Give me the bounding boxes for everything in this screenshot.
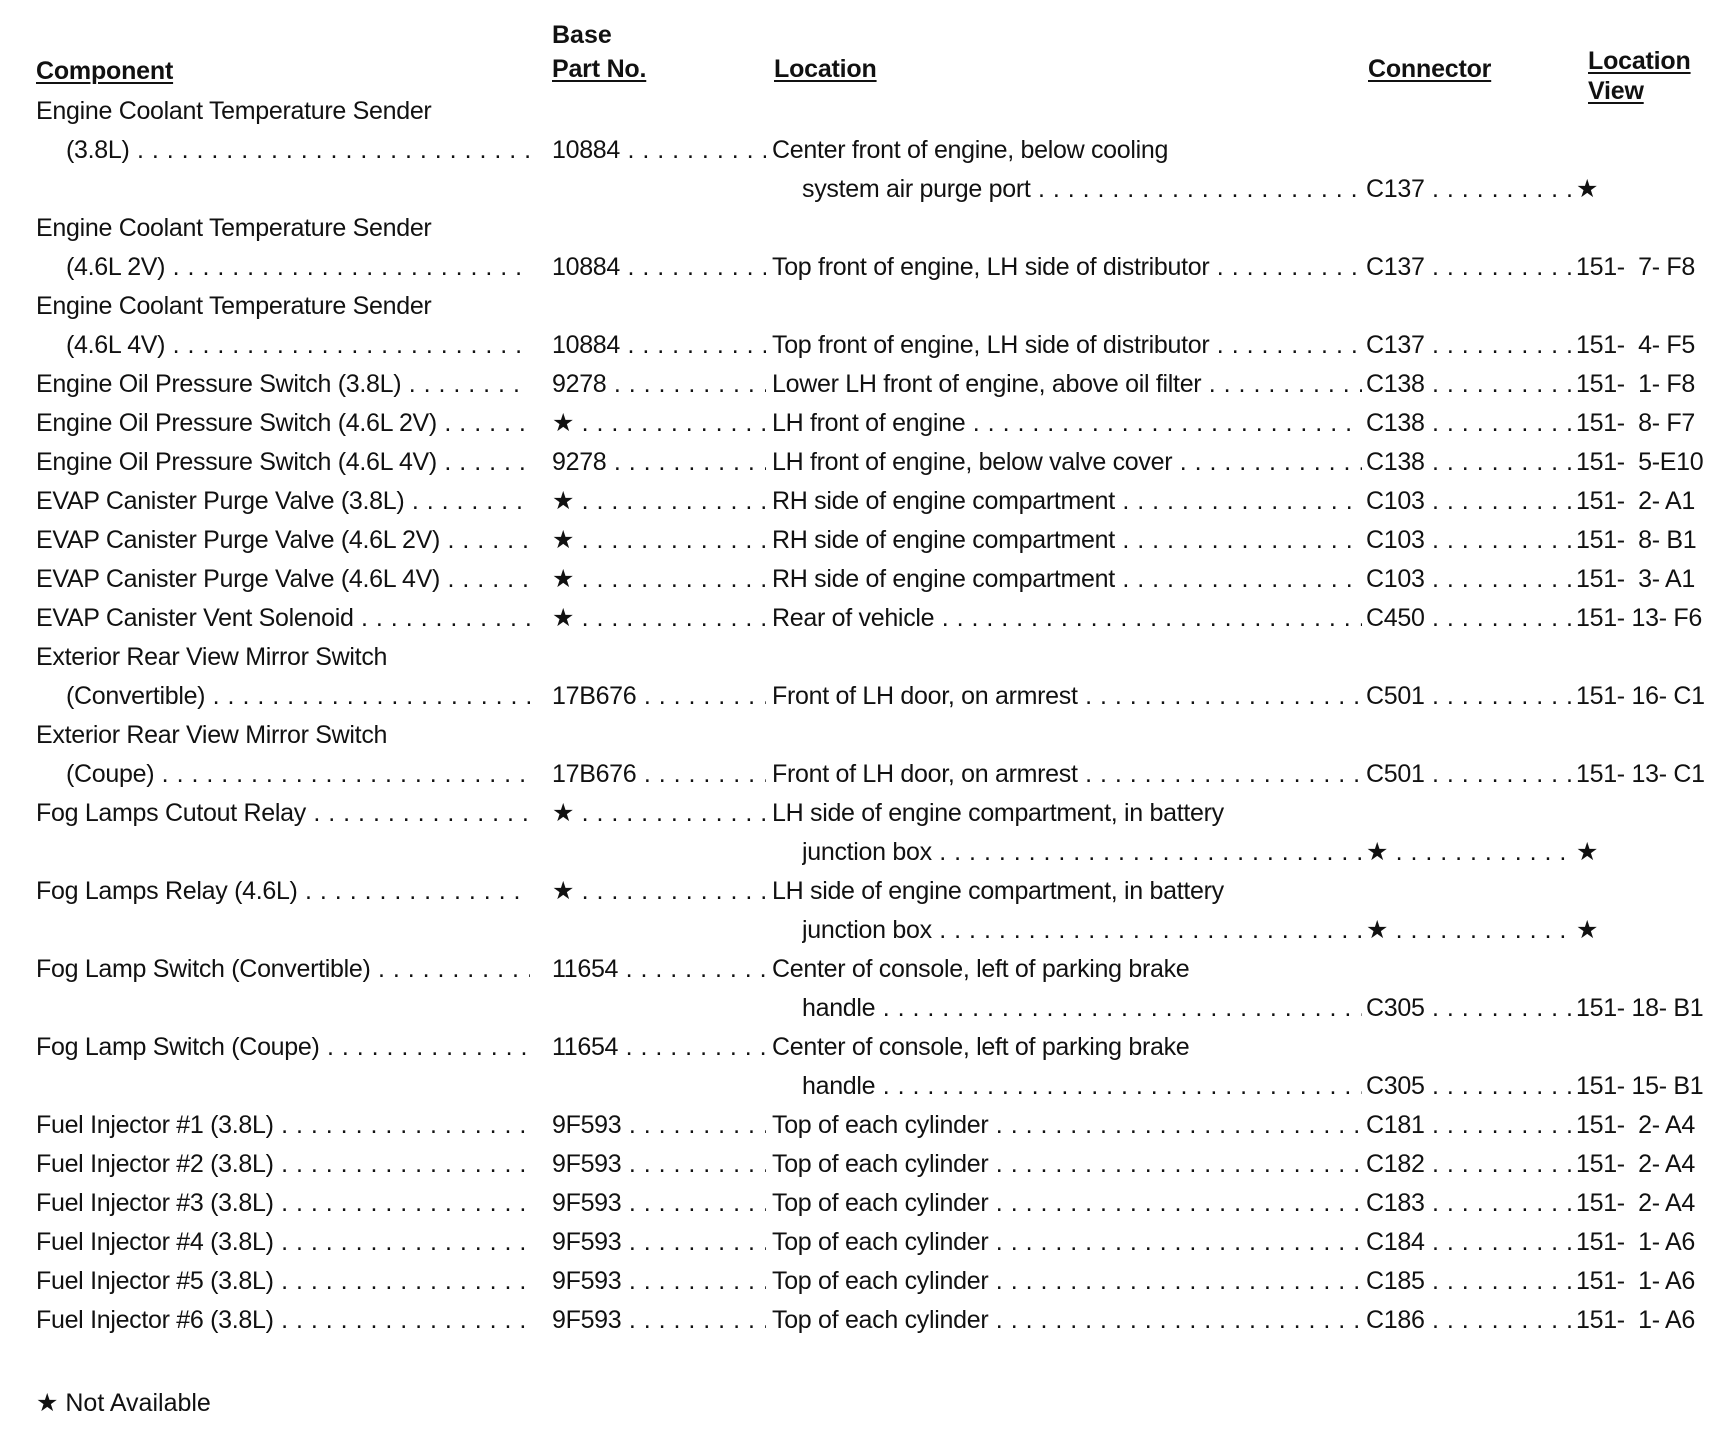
connector-id-text: C138	[1366, 409, 1425, 437]
component-variant-text: (4.6L 4V)	[66, 331, 166, 359]
part-number-text: 9F593	[552, 1189, 622, 1217]
component-variant	[66, 677, 530, 716]
table-line	[0, 1223, 1728, 1262]
location-text	[772, 131, 1392, 170]
location-text	[772, 248, 1362, 287]
location-view	[1576, 404, 1726, 443]
location-view-text: 151- 2- A1	[1576, 487, 1696, 515]
location-text-text: Center front of engine, below cooling	[772, 136, 1169, 164]
location-text-text: RH side of engine compartment	[772, 526, 1115, 554]
component-name-text: Fuel Injector #6 (3.8L)	[36, 1306, 274, 1334]
table-line	[0, 1145, 1728, 1184]
table-line	[0, 404, 1728, 443]
part-number	[552, 560, 766, 599]
table-line	[0, 599, 1728, 638]
connector-id-text: C103	[1366, 526, 1425, 554]
connector-id-text: C186	[1366, 1306, 1425, 1334]
connector-id	[1366, 1106, 1572, 1145]
connector-id-text: C305	[1366, 1072, 1425, 1100]
connector-id	[1366, 170, 1572, 209]
part-number-text: ★	[552, 604, 575, 632]
location-text-text: Top front of engine, LH side of distributor	[772, 253, 1210, 281]
part-number-text: 10884	[552, 253, 621, 281]
location-view-text: 151- 2- A4	[1576, 1189, 1696, 1217]
location-text	[772, 326, 1362, 365]
location-text-text: LH side of engine compartment, in battery	[772, 799, 1224, 827]
location-text-text: Center of console, left of parking brake	[772, 1033, 1190, 1061]
part-number-text: ★	[552, 526, 575, 554]
location-text	[772, 1262, 1362, 1301]
part-number	[552, 950, 766, 989]
location-view-text: 151- 5-E10	[1576, 448, 1704, 476]
location-view-text: 151- 2- A4	[1576, 1150, 1696, 1178]
component-name-text: Engine Oil Pressure Switch (4.6L 2V)	[36, 409, 437, 437]
location-text-text: Top of each cylinder	[772, 1306, 989, 1334]
location-view	[1576, 482, 1726, 521]
part-number	[552, 482, 766, 521]
location-text-text: Top front of engine, LH side of distributor	[772, 331, 1210, 359]
location-view-text: ★	[1576, 916, 1599, 944]
component-name	[36, 521, 530, 560]
table-line	[0, 1067, 1728, 1106]
part-number-text: ★	[552, 877, 575, 905]
part-number-text: 11654	[552, 955, 619, 983]
location-view	[1576, 755, 1726, 794]
part-number	[552, 248, 766, 287]
table-line	[0, 911, 1728, 950]
part-number-text: 11654	[552, 1033, 619, 1061]
part-number	[552, 521, 766, 560]
location-text-text: LH front of engine, below valve cover	[772, 448, 1173, 476]
connector-id	[1366, 1145, 1572, 1184]
location-text	[772, 872, 1392, 911]
connector-id-text: C183	[1366, 1189, 1425, 1217]
component-name-text: Exterior Rear View Mirror Switch	[36, 643, 388, 671]
connector-id-text: C185	[1366, 1267, 1425, 1295]
location-text	[772, 1184, 1362, 1223]
connector-id	[1366, 911, 1572, 950]
table-line	[0, 755, 1728, 794]
connector-id-text: C501	[1366, 682, 1425, 710]
location-continued	[802, 911, 1362, 950]
component-name	[36, 1106, 530, 1145]
table-line	[0, 326, 1728, 365]
component-name	[36, 482, 530, 521]
location-view	[1576, 248, 1726, 287]
component-variant	[66, 131, 530, 170]
header-location-view-1: Location	[1588, 47, 1691, 75]
footnote-not-available: ★ Not Available	[36, 1389, 211, 1417]
location-view	[1576, 911, 1726, 950]
connector-id-text: C137	[1366, 175, 1425, 203]
part-number	[552, 677, 766, 716]
location-text-text: LH side of engine compartment, in battery	[772, 877, 1224, 905]
table-line	[0, 1262, 1728, 1301]
connector-id-text: C103	[1366, 565, 1425, 593]
location-view	[1576, 599, 1726, 638]
location-text	[772, 404, 1362, 443]
location-text	[772, 677, 1362, 716]
location-text	[772, 521, 1362, 560]
component-name-text: Engine Coolant Temperature Sender	[36, 214, 432, 242]
table-line	[0, 131, 1728, 170]
location-view-text: 151- 4- F5	[1576, 331, 1695, 359]
component-variant	[66, 755, 530, 794]
connector-id	[1366, 560, 1572, 599]
location-text	[772, 365, 1362, 404]
component-name-text: Engine Coolant Temperature Sender	[36, 97, 432, 125]
location-view-text: 151- 13- F6	[1576, 604, 1702, 632]
component-variant-text: (Coupe)	[66, 760, 155, 788]
table-line	[0, 443, 1728, 482]
location-view-text: 151- 13- C1	[1576, 760, 1705, 788]
location-view	[1576, 677, 1726, 716]
table-line	[0, 989, 1728, 1028]
location-text	[772, 794, 1392, 833]
connector-id-text: C450	[1366, 604, 1425, 632]
part-number-text: 9F593	[552, 1150, 622, 1178]
location-view-text: ★	[1576, 838, 1599, 866]
component-name	[36, 1145, 530, 1184]
component-name-text: Fuel Injector #5 (3.8L)	[36, 1267, 274, 1295]
table-line	[0, 638, 1728, 677]
connector-id-text: C181	[1366, 1111, 1425, 1139]
part-number-text: 9F593	[552, 1306, 622, 1334]
component-name-text: Fog Lamp Switch (Coupe)	[36, 1033, 320, 1061]
location-text-text: Top of each cylinder	[772, 1189, 989, 1217]
component-name	[36, 1301, 530, 1340]
location-view-text: 151- 1- A6	[1576, 1267, 1696, 1295]
component-name-text: Fuel Injector #4 (3.8L)	[36, 1228, 274, 1256]
part-number-text: ★	[552, 487, 575, 515]
component-name-text: Fuel Injector #3 (3.8L)	[36, 1189, 274, 1217]
connector-id	[1366, 482, 1572, 521]
table-line	[0, 677, 1728, 716]
location-continued	[802, 1067, 1362, 1106]
part-number	[552, 443, 766, 482]
connector-id-text: C501	[1366, 760, 1425, 788]
location-text	[772, 1301, 1362, 1340]
location-view-text: 151- 1- A6	[1576, 1306, 1696, 1334]
location-text-text: Front of LH door, on armrest	[772, 682, 1078, 710]
part-number-text: 17B676	[552, 682, 637, 710]
location-view-text: 151- 3- A1	[1576, 565, 1696, 593]
component-name-text: EVAP Canister Purge Valve (4.6L 4V)	[36, 565, 441, 593]
location-text-text: RH side of engine compartment	[772, 487, 1115, 515]
component-name	[36, 638, 530, 677]
component-name	[36, 365, 530, 404]
table-line	[0, 872, 1728, 911]
part-number-text: ★	[552, 799, 575, 827]
location-view	[1576, 1301, 1726, 1340]
table-line	[0, 1301, 1728, 1340]
table-line	[0, 92, 1728, 131]
header-component: Component	[36, 57, 174, 85]
table-line	[0, 833, 1728, 872]
location-view-text: ★	[1576, 175, 1599, 203]
location-continued	[802, 170, 1362, 209]
location-view-text: 151- 2- A4	[1576, 1111, 1696, 1139]
part-number-text: ★	[552, 409, 575, 437]
component-name-text: Engine Oil Pressure Switch (4.6L 4V)	[36, 448, 437, 476]
part-number-text: 9F593	[552, 1111, 622, 1139]
part-number	[552, 1301, 766, 1340]
connector-id	[1366, 989, 1572, 1028]
part-number	[552, 1028, 766, 1067]
connector-id-text: C138	[1366, 448, 1425, 476]
part-number	[552, 131, 766, 170]
connector-id	[1366, 365, 1572, 404]
location-view	[1576, 326, 1726, 365]
location-continued-text: handle	[802, 994, 876, 1022]
location-view	[1576, 833, 1726, 872]
part-number-text: ★	[552, 565, 575, 593]
connector-id-text: ★	[1366, 916, 1389, 944]
part-number-text: 9F593	[552, 1267, 622, 1295]
part-number-text: 9278	[552, 370, 607, 398]
header-base-label: Base	[552, 21, 612, 49]
component-variant-text: (4.6L 2V)	[66, 253, 166, 281]
connector-id	[1366, 404, 1572, 443]
connector-id-text: C103	[1366, 487, 1425, 515]
header-location: Location	[774, 55, 877, 83]
table-line	[0, 1106, 1728, 1145]
location-text-text: Lower LH front of engine, above oil filter	[772, 370, 1202, 398]
table-line	[0, 209, 1728, 248]
component-variant	[66, 248, 530, 287]
part-number	[552, 326, 766, 365]
table-line	[0, 1184, 1728, 1223]
component-name-text: EVAP Canister Purge Valve (4.6L 2V)	[36, 526, 441, 554]
connector-id-text: C137	[1366, 253, 1425, 281]
component-name-text: Fog Lamps Relay (4.6L)	[36, 877, 298, 905]
location-text	[772, 1028, 1392, 1067]
location-view-text: 151- 8- B1	[1576, 526, 1697, 554]
component-name	[36, 404, 530, 443]
component-name	[36, 1223, 530, 1262]
component-name	[36, 872, 530, 911]
component-name-text: Engine Coolant Temperature Sender	[36, 292, 432, 320]
part-number	[552, 872, 766, 911]
part-number	[552, 1145, 766, 1184]
table-line	[0, 287, 1728, 326]
component-name	[36, 950, 530, 989]
connector-id-text: C138	[1366, 370, 1425, 398]
location-text-text: RH side of engine compartment	[772, 565, 1115, 593]
connector-id	[1366, 1184, 1572, 1223]
component-name-text: Exterior Rear View Mirror Switch	[36, 721, 388, 749]
connector-id	[1366, 599, 1572, 638]
table-line	[0, 170, 1728, 209]
location-text	[772, 1145, 1362, 1184]
connector-id	[1366, 1262, 1572, 1301]
location-view-text: 151- 18- B1	[1576, 994, 1704, 1022]
location-text-text: Rear of vehicle	[772, 604, 935, 632]
component-name-text: Engine Oil Pressure Switch (3.8L)	[36, 370, 402, 398]
header-part-no: Part No.	[552, 55, 647, 83]
location-view-text: 151- 1- F8	[1576, 370, 1695, 398]
location-continued-text: handle	[802, 1072, 876, 1100]
component-name-text: Fuel Injector #2 (3.8L)	[36, 1150, 274, 1178]
location-continued	[802, 833, 1362, 872]
connector-id-text: C137	[1366, 331, 1425, 359]
location-text	[772, 482, 1362, 521]
part-number	[552, 1184, 766, 1223]
table-line	[0, 248, 1728, 287]
location-text	[772, 560, 1362, 599]
location-view	[1576, 1223, 1726, 1262]
location-view	[1576, 521, 1726, 560]
part-number	[552, 599, 766, 638]
table-line	[0, 365, 1728, 404]
part-number	[552, 794, 766, 833]
location-view-text: 151- 8- F7	[1576, 409, 1695, 437]
location-view	[1576, 1145, 1726, 1184]
location-view	[1576, 365, 1726, 404]
component-name	[36, 794, 530, 833]
location-view	[1576, 1067, 1726, 1106]
location-text	[772, 1106, 1362, 1145]
location-view-text: 151- 7- F8	[1576, 253, 1695, 281]
connector-id	[1366, 326, 1572, 365]
location-text	[772, 950, 1392, 989]
location-text	[772, 755, 1362, 794]
location-text-text: Top of each cylinder	[772, 1267, 989, 1295]
location-view	[1576, 1106, 1726, 1145]
table-line	[0, 482, 1728, 521]
location-view-text: 151- 16- C1	[1576, 682, 1705, 710]
table-line	[0, 794, 1728, 833]
header-connector: Connector	[1368, 55, 1492, 83]
part-number-text: 10884	[552, 136, 621, 164]
connector-id	[1366, 833, 1572, 872]
component-name	[36, 1184, 530, 1223]
part-number	[552, 365, 766, 404]
table-line	[0, 716, 1728, 755]
location-text-text: LH front of engine	[772, 409, 966, 437]
location-continued-text: junction box	[802, 838, 932, 866]
part-number	[552, 1106, 766, 1145]
location-view	[1576, 1184, 1726, 1223]
connector-id	[1366, 677, 1572, 716]
component-name	[36, 209, 530, 248]
part-number-text: 17B676	[552, 760, 637, 788]
location-view	[1576, 443, 1726, 482]
location-text	[772, 599, 1362, 638]
location-text-text: Top of each cylinder	[772, 1228, 989, 1256]
connector-id-text: ★	[1366, 838, 1389, 866]
header-location-view-2: View	[1588, 77, 1644, 105]
location-view-text: 151- 15- B1	[1576, 1072, 1704, 1100]
connector-id	[1366, 521, 1572, 560]
location-continued-text: junction box	[802, 916, 932, 944]
component-variant	[66, 326, 530, 365]
part-number-text: 9F593	[552, 1228, 622, 1256]
part-number	[552, 755, 766, 794]
component-name-text: EVAP Canister Purge Valve (3.8L)	[36, 487, 405, 515]
connector-id	[1366, 1301, 1572, 1340]
location-text-text: Center of console, left of parking brake	[772, 955, 1190, 983]
location-view	[1576, 1262, 1726, 1301]
location-view-text: 151- 1- A6	[1576, 1228, 1696, 1256]
component-name	[36, 599, 530, 638]
component-variant-text: (Convertible)	[66, 682, 206, 710]
location-text-text: Top of each cylinder	[772, 1150, 989, 1178]
part-number-text: 9278	[552, 448, 607, 476]
connector-id	[1366, 1067, 1572, 1106]
location-view	[1576, 560, 1726, 599]
part-number	[552, 1223, 766, 1262]
connector-id	[1366, 248, 1572, 287]
connector-id-text: C182	[1366, 1150, 1425, 1178]
connector-id	[1366, 755, 1572, 794]
connector-id	[1366, 443, 1572, 482]
location-view	[1576, 989, 1726, 1028]
component-name-text: Fog Lamps Cutout Relay	[36, 799, 306, 827]
component-variant-text: (3.8L)	[66, 136, 130, 164]
component-name	[36, 1262, 530, 1301]
location-view	[1576, 170, 1726, 209]
location-text-text: Top of each cylinder	[772, 1111, 989, 1139]
component-name	[36, 716, 530, 755]
location-continued-text: system air purge port	[802, 175, 1031, 203]
part-number-text: 10884	[552, 331, 621, 359]
location-text	[772, 1223, 1362, 1262]
component-name	[36, 1028, 530, 1067]
component-name	[36, 560, 530, 599]
table-line	[0, 521, 1728, 560]
connector-id-text: C305	[1366, 994, 1425, 1022]
component-name-text: Fuel Injector #1 (3.8L)	[36, 1111, 274, 1139]
component-name-text: Fog Lamp Switch (Convertible)	[36, 955, 371, 983]
part-number	[552, 1262, 766, 1301]
component-name	[36, 443, 530, 482]
table-line	[0, 560, 1728, 599]
component-name-text: EVAP Canister Vent Solenoid	[36, 604, 354, 632]
component-name	[36, 92, 530, 131]
part-number	[552, 404, 766, 443]
location-text-text: Front of LH door, on armrest	[772, 760, 1078, 788]
location-text	[772, 443, 1362, 482]
table-line	[0, 950, 1728, 989]
table-line	[0, 1028, 1728, 1067]
connector-id-text: C184	[1366, 1228, 1425, 1256]
connector-id	[1366, 1223, 1572, 1262]
component-name	[36, 287, 530, 326]
location-continued	[802, 989, 1362, 1028]
